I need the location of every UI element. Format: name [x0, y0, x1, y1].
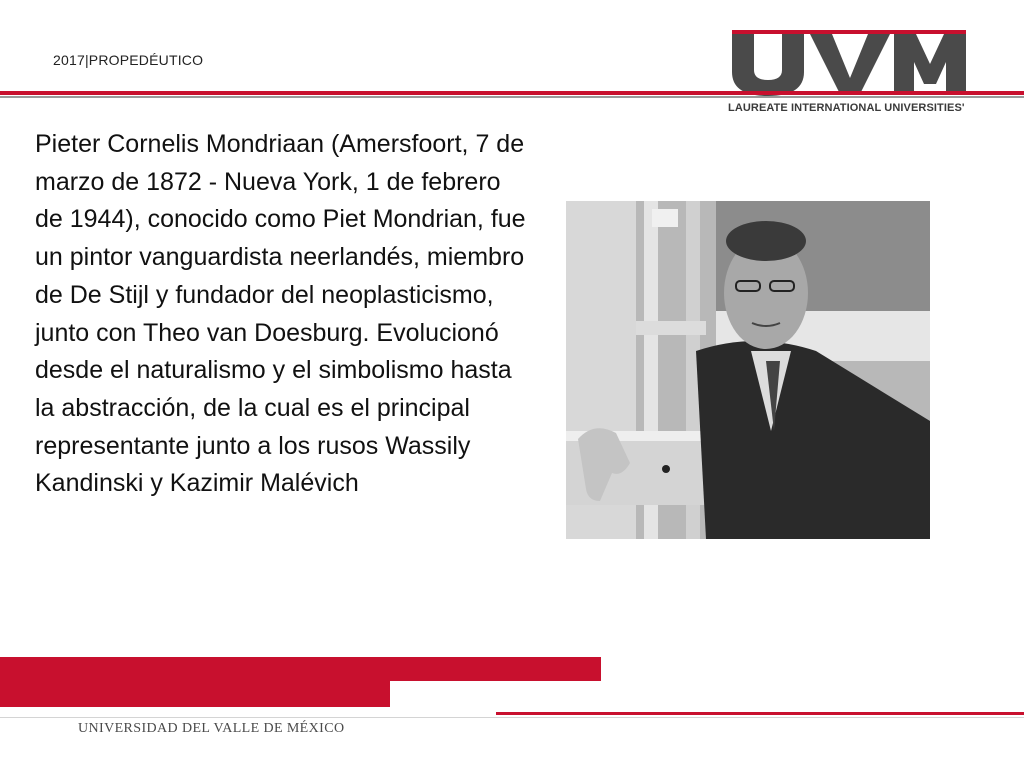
header-grey-rule	[0, 96, 1024, 98]
header-label: 2017|PROPEDÉUTICO	[53, 52, 204, 68]
portrait-illustration	[566, 201, 930, 539]
footer-university-label: UNIVERSIDAD DEL VALLE DE MÉXICO	[78, 721, 345, 736]
header-red-rule	[0, 91, 1024, 95]
uvm-logo-letters	[724, 22, 972, 98]
footer-grey-line	[0, 717, 1024, 718]
mondrian-portrait-photo	[566, 201, 930, 539]
biography-paragraph: Pieter Cornelis Mondriaan (Amersfoort, 7 de marzo de 1872 - Nueva York, 1 de febrero de 1944), conocido como Piet Mondrian, fue un pintor vanguardista neerlandés, miembro de De Stijl y fundador del neoplasticismo, junto con Theo van Doesburg. Evolucionó desde el naturalismo y el simbolismo hasta la abstracción, de la cual es el principal representante junto a los rusos Wassily Kandinski y Kazimir Malévich	[35, 130, 526, 498]
uvm-logo	[724, 22, 972, 122]
footer-white-inset	[390, 681, 601, 707]
logo-tagline: LAUREATE INTERNATIONAL UNIVERSITIES'	[728, 102, 965, 114]
footer-red-line	[496, 712, 1024, 715]
